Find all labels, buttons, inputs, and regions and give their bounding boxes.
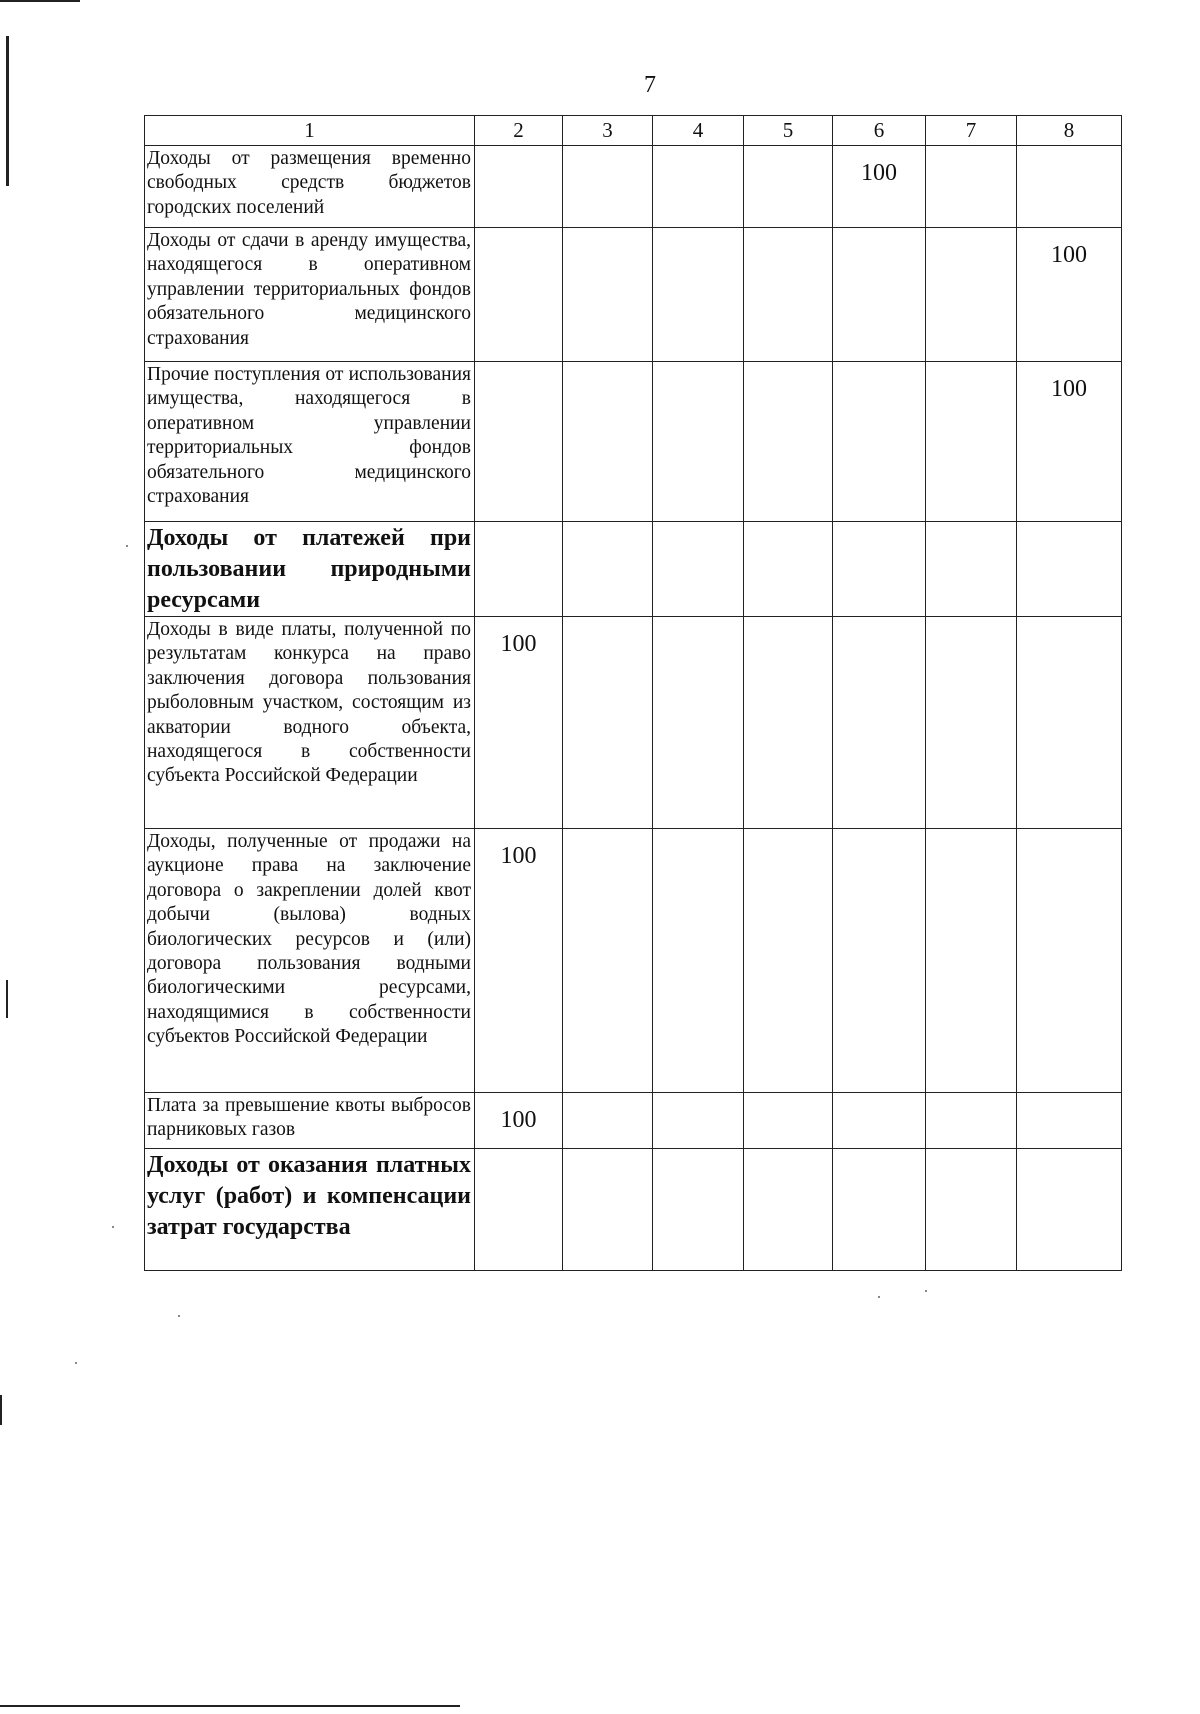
value-cell [744, 1093, 833, 1149]
value-cell [1017, 1093, 1122, 1149]
table-row [145, 146, 1122, 228]
value-cell [744, 362, 833, 522]
column-header: 3 [563, 116, 653, 146]
value-cell [475, 522, 563, 617]
scan-speck [178, 1315, 180, 1317]
value-cell [926, 1093, 1017, 1149]
value-cell [833, 362, 926, 522]
value-cell: 100 [475, 617, 563, 829]
column-header: 1 [145, 116, 475, 146]
value-cell [1017, 146, 1122, 228]
value-cell [563, 146, 653, 228]
revenue-name-cell: Плата за превышение квоты выбросов парниковых газов [145, 1093, 475, 1149]
value-cell [744, 146, 833, 228]
column-header: 8 [1017, 116, 1122, 146]
value-cell [744, 228, 833, 362]
value-cell [563, 228, 653, 362]
value-cell [744, 1149, 833, 1271]
column-header: 7 [926, 116, 1017, 146]
table-row [145, 1093, 1122, 1149]
revenue-name-cell: Доходы от сдачи в аренду имущества, находящегося в оперативном управлении территориальных фондов обязательного медицинского страхования [145, 228, 475, 362]
value-cell [653, 522, 744, 617]
scan-speck [878, 1296, 880, 1298]
value-cell [1017, 617, 1122, 829]
table-row [145, 829, 1122, 1093]
value-cell [563, 362, 653, 522]
scan-speck [126, 545, 128, 547]
column-header: 6 [833, 116, 926, 146]
value-cell: 100 [475, 829, 563, 1093]
scan-edge-mark [6, 36, 9, 186]
value-cell [744, 617, 833, 829]
value-cell [926, 522, 1017, 617]
value-cell [653, 146, 744, 228]
value-cell [1017, 829, 1122, 1093]
scan-speck [112, 1226, 114, 1228]
scan-edge-mark [6, 980, 8, 1018]
value-cell [653, 617, 744, 829]
table-row [145, 228, 1122, 362]
table-row [145, 362, 1122, 522]
table-header-row [145, 116, 1122, 146]
value-cell [653, 362, 744, 522]
scan-edge-mark [0, 1395, 2, 1425]
value-cell [563, 617, 653, 829]
value-cell [1017, 1149, 1122, 1271]
value-cell [926, 617, 1017, 829]
value-cell [563, 829, 653, 1093]
value-cell [653, 228, 744, 362]
revenue-name-cell: Доходы, полученные от продажи на аукционе права на заключение договора о закреплении долей квот добычи (вылова) водных биологических ресурсов и (или) договора пользования водными биологическими ресурсами, находящимися в собственности субъектов Российской Федерации [145, 829, 475, 1093]
value-cell [744, 522, 833, 617]
revenue-name-cell: Доходы в виде платы, полученной по результатам конкурса на право заключения договора пользования рыболовным участком, состоящим из акватории водного объекта, находящегося в собственности субъекта Российской Федерации [145, 617, 475, 829]
value-cell [475, 146, 563, 228]
value-cell [653, 1149, 744, 1271]
value-cell [563, 1149, 653, 1271]
column-header: 5 [744, 116, 833, 146]
table-row-section [145, 522, 1122, 617]
section-heading-cell: Доходы от оказания платных услуг (работ) и компенсации затрат государства [145, 1149, 475, 1271]
table-row-section [145, 1149, 1122, 1271]
scan-edge-mark [0, 0, 80, 2]
value-cell [833, 1149, 926, 1271]
value-cell: 100 [833, 146, 926, 228]
page-number: 7 [644, 72, 656, 98]
value-cell [926, 829, 1017, 1093]
scan-edge-mark [0, 1705, 460, 1707]
value-cell [926, 146, 1017, 228]
value-cell [833, 829, 926, 1093]
value-cell: 100 [1017, 362, 1122, 522]
value-cell [653, 829, 744, 1093]
scan-speck [75, 1362, 77, 1364]
value-cell [926, 228, 1017, 362]
value-cell [653, 1093, 744, 1149]
value-cell [926, 1149, 1017, 1271]
value-cell [744, 829, 833, 1093]
column-header: 2 [475, 116, 563, 146]
value-cell: 100 [1017, 228, 1122, 362]
revenue-name-cell: Прочие поступления от использования имущества, находящегося в оперативном управлении территориальных фондов обязательного медицинского страхования [145, 362, 475, 522]
value-cell [475, 1149, 563, 1271]
section-heading-cell: Доходы от платежей при пользовании природными ресурсами [145, 522, 475, 617]
value-cell [833, 522, 926, 617]
value-cell [926, 362, 1017, 522]
revenue-distribution-table [144, 115, 1122, 1271]
value-cell: 100 [475, 1093, 563, 1149]
value-cell [833, 228, 926, 362]
value-cell [475, 228, 563, 362]
scan-speck [925, 1290, 927, 1292]
value-cell [563, 522, 653, 617]
value-cell [833, 1093, 926, 1149]
value-cell [563, 1093, 653, 1149]
column-header: 4 [653, 116, 744, 146]
table-row [145, 617, 1122, 829]
value-cell [1017, 522, 1122, 617]
revenue-name-cell: Доходы от размещения временно свободных средств бюджетов городских поселений [145, 146, 475, 228]
value-cell [833, 617, 926, 829]
value-cell [475, 362, 563, 522]
